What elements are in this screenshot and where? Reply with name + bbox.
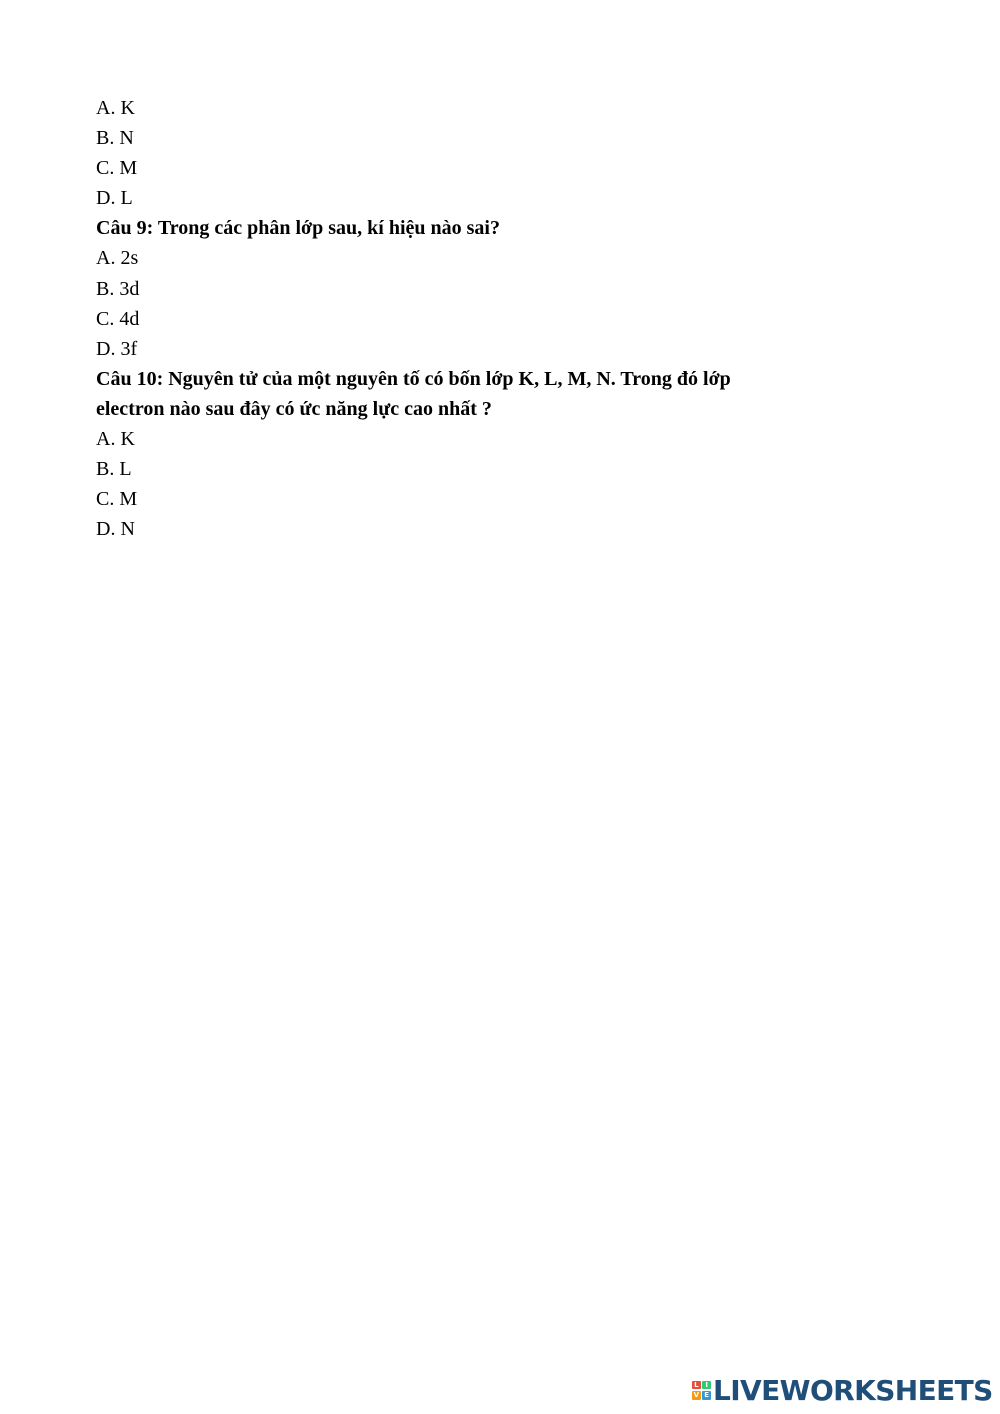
logo-tile: L [692,1381,701,1390]
option-c-m: C. M [96,157,138,180]
q10-option-b: B. L [96,458,132,481]
option-a-k: A. K [96,97,135,119]
option-d-l: D. L [96,187,133,210]
q10-option-d: D. N [96,518,135,541]
liveworksheets-logo [692,1372,993,1408]
q10-option-a: A. K [96,428,135,451]
logo-tile: V [693,1391,700,1400]
question-10-line-2: electron nào sau đây có ức năng lực cao nhất ? [96,397,492,420]
option-b-n: B. N [96,127,134,150]
logo-wordmark: LIVEWORKSHEETS [713,1373,993,1407]
q9-option-a: A. 2s [96,247,139,270]
question-10-line-1: Câu 10: Nguyên tử của một nguyên tố có bốn lớp K, L, M, N. Trong đó lớp [96,367,731,390]
logo-tile: E [704,1391,710,1400]
q9-option-c: C. 4d [96,307,140,330]
q10-option-c: C. M [96,488,138,511]
q9-option-b: B. 3d [96,277,140,300]
logo-tile: I [702,1381,711,1390]
question-9: Câu 9: Trong các phân lớp sau, kí hiệu nào sai? [96,217,500,240]
q9-option-d: D. 3f [96,337,138,360]
worksheet-body [96,93,916,544]
logo-grid-icon [692,1381,711,1400]
